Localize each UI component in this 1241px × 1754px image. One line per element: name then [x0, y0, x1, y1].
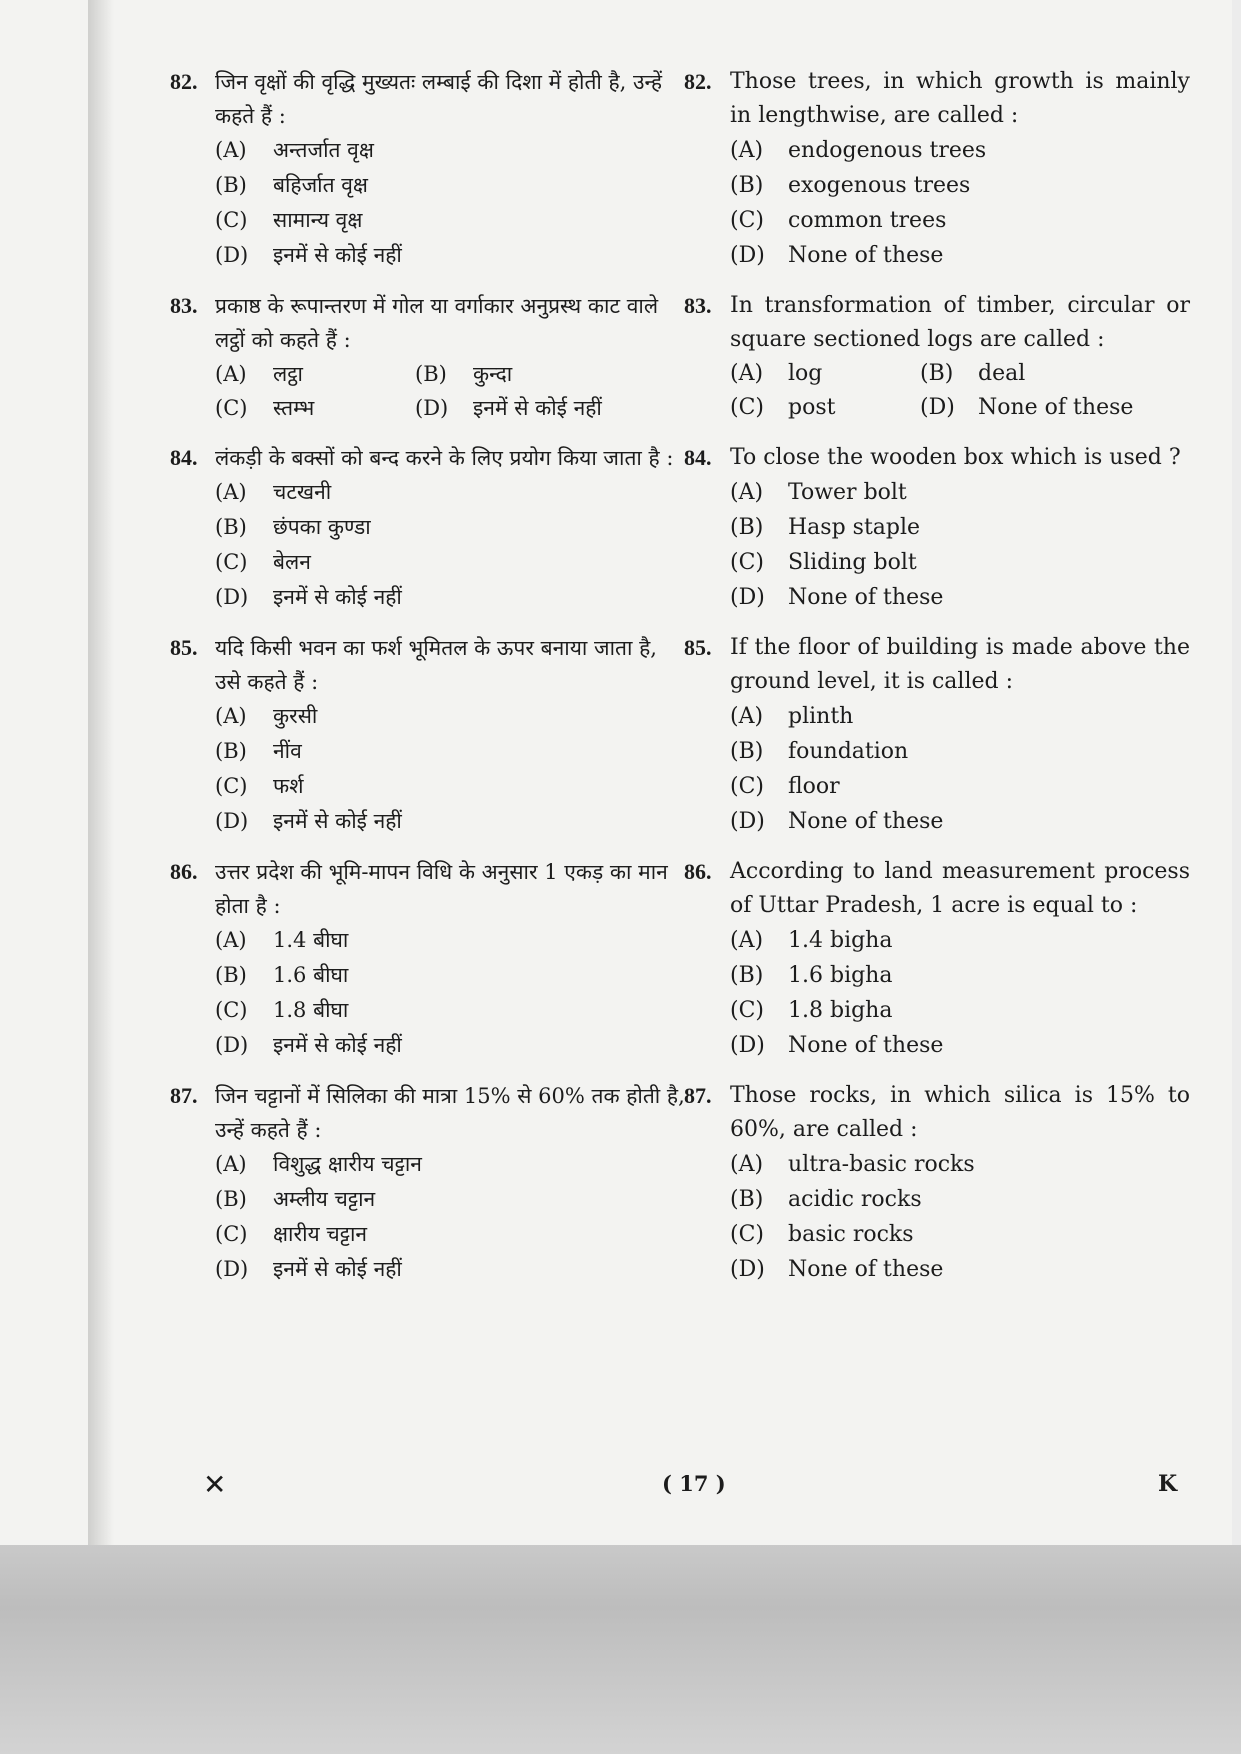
- question-text: जिन चट्टानों में सिलिका की मात्रा 15% से 60% तक होती है, उन्हें कहते हैं :: [215, 1084, 685, 1142]
- question-number: 82.: [170, 69, 198, 94]
- option-c: (C) 1.8 bigha: [730, 998, 893, 1023]
- question-text: Those rocks, in which silica is 15% to 60%, are called :: [730, 1083, 1190, 1142]
- question-number: 86.: [170, 859, 198, 884]
- option-a: (A) कुरसी: [215, 704, 318, 728]
- question-84-en: [684, 441, 1190, 615]
- question-number: 84.: [684, 445, 712, 470]
- option-a: (A) अन्तर्जात वृक्ष: [215, 138, 374, 162]
- scan-background: [0, 1545, 1241, 1754]
- option-a: (A) लट्ठा: [215, 362, 303, 386]
- option-a: (A) विशुद्ध क्षारीय चट्टान: [215, 1152, 422, 1176]
- option-b: (B) deal: [920, 361, 1026, 386]
- option-b: (B) Hasp staple: [730, 515, 921, 540]
- option-b: (B) acidic rocks: [730, 1187, 922, 1212]
- option-c: (C) common trees: [730, 208, 947, 233]
- option-c: (C) सामान्य वृक्ष: [215, 208, 363, 232]
- series-code: K: [1158, 1471, 1178, 1497]
- question-85-en: [684, 631, 1190, 839]
- option-d: (D) None of these: [730, 1257, 944, 1282]
- option-b: (B) कुन्दा: [415, 362, 513, 386]
- option-c: (C) फर्श: [215, 774, 304, 798]
- option-a: (A) endogenous trees: [730, 138, 987, 163]
- question-number: 87.: [684, 1083, 712, 1108]
- options-grid: [730, 357, 1190, 425]
- question-text: लंकड़ी के बक्सों को बन्द करने के लिए प्रयोग किया जाता है :: [215, 446, 674, 470]
- option-d: (D) None of these: [730, 1033, 944, 1058]
- question-86-en: [684, 855, 1190, 1063]
- question-text: प्रकाष्ठ के रूपान्तरण में गोल या वर्गाकार अनुप्रस्थ काट वाले लट्ठों को कहते हैं :: [215, 294, 659, 352]
- option-d: (D) None of these: [730, 243, 944, 268]
- option-a: (A) 1.4 bigha: [730, 928, 893, 953]
- option-b: (B) foundation: [730, 739, 909, 764]
- question-text: To close the wooden box which is used ?: [730, 445, 1181, 470]
- question-number: 85.: [684, 635, 712, 660]
- page-number: ( 17 ): [662, 1471, 726, 1496]
- english-column: [684, 65, 1190, 1303]
- option-d: (D) इनमें से कोई नहीं: [215, 1257, 402, 1281]
- question-86-hi: [170, 855, 685, 1063]
- option-a: (A) Tower bolt: [730, 480, 907, 505]
- option-c: (C) post: [730, 395, 836, 420]
- option-d: (D) None of these: [920, 395, 1134, 420]
- option-c: (C) Sliding bolt: [730, 550, 917, 575]
- question-83-hi: [170, 289, 685, 425]
- option-a: (A) log: [730, 361, 823, 386]
- option-b: (B) 1.6 bigha: [730, 963, 893, 988]
- question-text: If the floor of building is made above the ground level, it is called :: [730, 635, 1190, 694]
- cross-mark-icon: ✕: [203, 1468, 227, 1501]
- option-a: (A) plinth: [730, 704, 854, 729]
- options-grid: [215, 357, 685, 425]
- option-c: (C) क्षारीय चट्टान: [215, 1222, 368, 1246]
- question-87-en: [684, 1079, 1190, 1287]
- question-85-hi: [170, 631, 685, 839]
- option-c: (C) floor: [730, 774, 840, 799]
- option-d: (D) इनमें से कोई नहीं: [415, 396, 602, 420]
- question-text: जिन वृक्षों की वृद्धि मुख्यतः लम्बाई की दिशा में होती है, उन्हें कहते हैं :: [215, 70, 662, 128]
- question-text: In transformation of timber, circular or square sectioned logs are called :: [730, 293, 1190, 352]
- question-82-en: [684, 65, 1190, 273]
- question-text: यदि किसी भवन का फर्श भूमितल के ऊपर बनाया जाता है, उसे कहते हैं :: [215, 636, 657, 694]
- question-number: 83.: [684, 293, 712, 318]
- option-c: (C) बेलन: [215, 550, 311, 574]
- question-83-en: [684, 289, 1190, 425]
- question-text: According to land measurement process of Uttar Pradesh, 1 acre is equal to :: [730, 859, 1190, 918]
- question-text: Those trees, in which growth is mainly in lengthwise, are called :: [730, 69, 1190, 128]
- option-c: (C) basic rocks: [730, 1222, 914, 1247]
- option-c: (C) स्तम्भ: [215, 396, 315, 420]
- option-b: (B) नींव: [215, 739, 302, 763]
- question-number: 85.: [170, 635, 198, 660]
- question-87-hi: [170, 1079, 685, 1287]
- option-c: (C) 1.8 बीघा: [215, 998, 349, 1022]
- option-a: (A) 1.4 बीघा: [215, 928, 349, 952]
- option-b: (B) 1.6 बीघा: [215, 963, 349, 987]
- option-d: (D) इनमें से कोई नहीं: [215, 809, 402, 833]
- option-d: (D) None of these: [730, 585, 944, 610]
- option-b: (B) बहिर्जात वृक्ष: [215, 173, 368, 197]
- option-d: (D) इनमें से कोई नहीं: [215, 243, 402, 267]
- option-d: (D) इनमें से कोई नहीं: [215, 1033, 402, 1057]
- option-b: (B) exogenous trees: [730, 173, 971, 198]
- question-number: 87.: [170, 1083, 198, 1108]
- option-b: (B) अम्लीय चट्टान: [215, 1187, 376, 1211]
- option-d: (D) None of these: [730, 809, 944, 834]
- hindi-column: [170, 65, 685, 1303]
- question-82-hi: [170, 65, 685, 273]
- question-number: 82.: [684, 69, 712, 94]
- question-number: 86.: [684, 859, 712, 884]
- question-number: 83.: [170, 293, 198, 318]
- question-number: 84.: [170, 445, 198, 470]
- option-a: (A) ultra-basic rocks: [730, 1152, 975, 1177]
- question-text: उत्तर प्रदेश की भूमि-मापन विधि के अनुसार 1 एकड़ का मान होता है :: [215, 860, 668, 918]
- option-b: (B) छंपका कुण्डा: [215, 515, 371, 539]
- option-d: (D) इनमें से कोई नहीं: [215, 585, 402, 609]
- binding-shadow: [88, 0, 114, 1545]
- option-a: (A) चटखनी: [215, 480, 332, 504]
- question-84-hi: [170, 441, 685, 615]
